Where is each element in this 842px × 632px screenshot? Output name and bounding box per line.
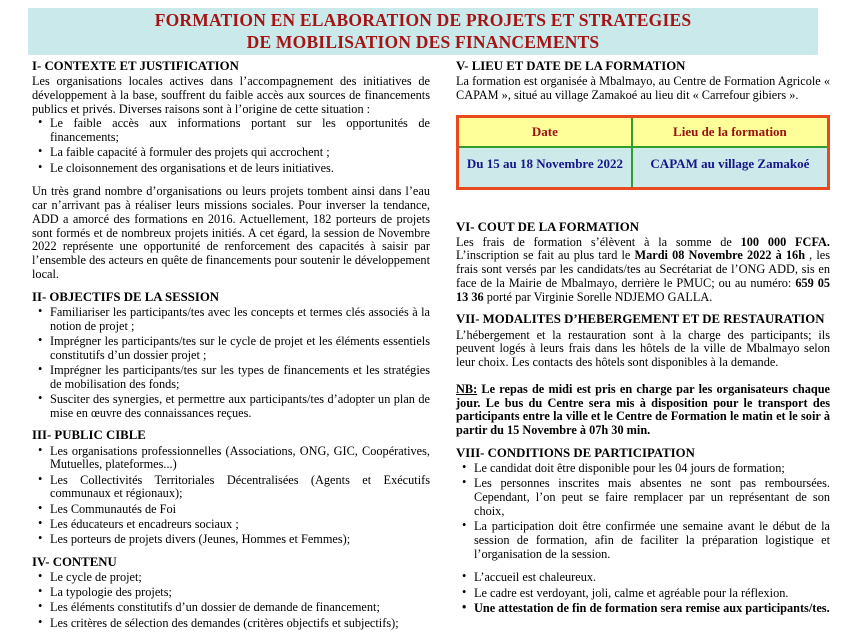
section-8-heading: VIII- CONDITIONS DE PARTICIPATION [456, 445, 695, 460]
registration-deadline: Mardi 08 Novembre 2022 à 16h [634, 248, 806, 263]
cost-text: Les frais de formation s’élèvent à la somme de [456, 234, 741, 249]
date-location-table [456, 115, 830, 190]
bullet-item: • Le faible accès aux informations portant sur les opportunités de financements; [50, 117, 430, 145]
bullet-item: • Les Collectivités Territoriales Décentralisées (Agents et Exécutifs communaux et régionaux); [50, 474, 430, 502]
section-6-heading: VI- COUT DE LA FORMATION [456, 219, 639, 234]
nb-label: NB: [456, 381, 478, 396]
right-column [456, 57, 830, 617]
section-2-heading: II- OBJECTIFS DE LA SESSION [32, 289, 220, 304]
bullet-item: • Familiariser les participants/tes avec les concepts et termes clés associés à la notion de projet ; [50, 306, 430, 334]
section-1-paragraph-1: Les organisations locales actives dans l’accompagnement des initiatives de développement à la base, souffrent du faible accès aux sources de financements publics et privés. Diverses raisons sont à l’origine de cette situation : [32, 74, 430, 116]
section-7-paragraph: L’hébergement et la restauration sont à la charge des participants; ils peuvent logés à leurs frais dans les hôtels de la ville de Mbalmayo selon leur choix. Les contacts des hôtels sont disponibles à la demande. [456, 327, 830, 370]
document-title-line2: DE MOBILISATION DES FINANCEMENTS [246, 31, 600, 52]
section-2-bullet-list [32, 306, 430, 421]
cost-amount: 100 000 FCFA. [740, 234, 830, 249]
table-header-location: Lieu de la formation [632, 116, 829, 147]
section-1-paragraph-2: Un très grand nombre d’organisations ou leurs projets tombent ainsi dans l’eau car n’arrivant pas à réaliser leurs missions sociales. Pour inverser la tendance, ADD a amorcé des formations en 2016. Actuellement, 182 porteurs de projets sont formés et de nombreux projets initiés. A cet égard, la session de Novembre 2022 représente une opportunité de renforcement des capacités à saisir par l’ensemble des acteurs en quête de financements pour soutenir le développement local. [32, 184, 430, 282]
bullet-item: • Les Communautés de Foi [50, 503, 430, 517]
table-cell-date: Du 15 au 18 Novembre 2022 [458, 147, 632, 189]
section-6-paragraph [456, 236, 830, 305]
cost-text: L’inscription se fait au plus tard le [456, 248, 635, 263]
bullet-item: • Le cloisonnement des organisations et de leurs initiatives. [50, 162, 430, 176]
bullet-item: • La faible capacité à formuler des projets qui accrochent ; [50, 146, 430, 160]
bullet-item: • La participation doit être confirmée une semaine avant le début de la session de formation, afin de faciliter la préparation logistique et l’organisation de la session. [474, 520, 830, 561]
bullet-item: • Les personnes inscrites mais absentes ne sont pas remboursées. Cependant, l’on peut se faire remplacer par un représentant de son choix, [474, 477, 830, 518]
cost-text: , les frais sont versés par les candidats/tes au Secrétariat de l’ONG ADD, sis en face de la Mairie de Mbalmayo, derrière le PMUC; ou au numéro: [456, 248, 830, 290]
section-3-bullet-list [32, 445, 430, 547]
section-1-bullet-list [32, 117, 430, 175]
section-4-heading: IV- CONTENU [32, 554, 117, 569]
section-4-bullet-list [32, 571, 430, 631]
bullet-item: • Le cycle de projet; [50, 571, 430, 585]
section-8-bullet-list [456, 462, 830, 561]
bullet-item: • Imprégner les participants/tes sur les types de financements et les stratégies de mobilisation des fonds; [50, 364, 430, 392]
table-cell-location: CAPAM au village Zamakoé [632, 147, 829, 189]
table-header-row [458, 116, 829, 147]
title-banner [28, 8, 818, 55]
bullet-item: • Les éducateurs et encadreurs sociaux ; [50, 518, 430, 532]
section-8-bullet-list-2 [456, 571, 830, 615]
bullet-item: • Les éléments constitutifs d’un dossier de demande de financement; [50, 601, 430, 615]
nb-text: Le repas de midi est pris en charge par les organisateurs chaque jour. Le bus du Centre sera mis à disposition pour le transport des participants entre la ville et le Centre de Formation le matin et le soir à partir du 15 Novembre à 07h 30 min. [456, 381, 830, 438]
bullet-item: • Les organisations professionnelles (Associations, ONG, GIC, Coopératives, Mutuelles, plateformes...) [50, 445, 430, 473]
section-5-heading: V- LIEU ET DATE DE LA FORMATION [456, 59, 686, 73]
phone-number: 659 05 13 36 [456, 275, 831, 304]
section-1-heading: I- CONTEXTE ET JUSTIFICATION [32, 59, 239, 73]
bullet-item-certificate: • Une attestation de fin de formation sera remise aux participants/tes. [474, 602, 830, 616]
bullet-item: • Le candidat doit être disponible pour les 04 jours de formation; [474, 462, 830, 476]
bullet-item: • Les critères de sélection des demandes (critères objectifs et subjectifs); [50, 617, 430, 631]
bullet-item: • La typologie des projets; [50, 586, 430, 600]
section-3-heading: III- PUBLIC CIBLE [32, 428, 146, 443]
bullet-item: • Le cadre est verdoyant, joli, calme et agréable pour la réflexion. [474, 587, 830, 601]
left-column [32, 57, 430, 632]
table-row [458, 147, 829, 189]
nb-note [456, 383, 830, 438]
bullet-item: • L’accueil est chaleureux. [474, 571, 830, 585]
section-5-paragraph: La formation est organisée à Mbalmayo, au Centre de Formation Agricole « CAPAM », situé au village Zamakoé au lieu dit « Carrefour gibiers ». [456, 74, 830, 102]
table-header-date: Date [458, 116, 632, 147]
bullet-item: • Susciter des synergies, et permettre aux participants/tes d’adopter un plan de mise en œuvre des connaissances reçues. [50, 393, 430, 421]
cost-text: porté par Virginie Sorelle NDJEMO GALLA. [483, 289, 713, 304]
bullet-item: • Les porteurs de projets divers (Jeunes, Hommes et Femmes); [50, 533, 430, 547]
section-7-heading: VII- MODALITES D’HEBERGEMENT ET DE RESTAURATION [456, 312, 825, 327]
document-title-line1: FORMATION EN ELABORATION DE PROJETS ET STRATEGIES [154, 10, 692, 31]
bullet-item: • Imprégner les participants/tes sur le cycle de projet et les éléments essentiels constitutifs d’un dossier projet ; [50, 335, 430, 363]
